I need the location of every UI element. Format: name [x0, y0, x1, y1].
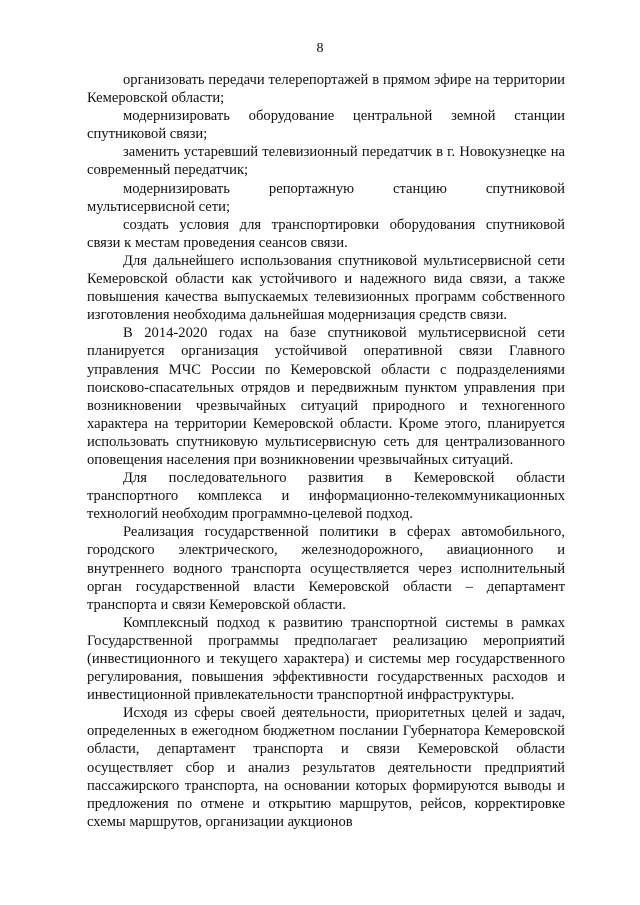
document-body [87, 71, 565, 831]
paragraph-department-activity: Исходя из сферы своей деятельности, приоритетных целей и задач, определенных в ежегодном бюджетном послании Губернатора Кемеровской области, департамент транспорта и связи Кемеровской области осуществляет сбор и анализ результатов деятельности предприятий пассажирского транспорта, на основании которых формируются выводы и предложения по отмене и открытию маршрутов, рейсов, корректировке схемы маршрутов, организации аукционов [87, 705, 565, 830]
page-number: 8 [316, 41, 324, 56]
paragraph-reporting-station: модернизировать репортажную станцию спутниковой мультисервисной сети; [87, 180, 565, 215]
paragraph-complex-approach: Комплексный подход к развитию транспортной системы в рамках Государственной программы предполагает реализацию мероприятий (инвестиционного и текущего характера) и системы мер государственного регулирования, повышения эффективности государственных расходов и инвестиционной привлекательности транспортной инфраструктуры. [87, 614, 565, 704]
paragraph-further-use: Для дальнейшего использования спутниковой мультисервисной сети Кемеровской области как устойчивого и надежного вида связи, а также повышения качества выпускаемых телевизионных программ собственного изготовления необходима дальнейшая модернизация средств связи. [87, 252, 565, 324]
paragraph-transmitter: заменить устаревший телевизионный передатчик в г. Новокузнецке на современный передатчик; [87, 144, 565, 179]
paragraph-program-approach: Для последовательного развития в Кемеровской области транспортного комплекса и информационно-телекоммуникационных технологий необходим программно-целевой подход. [87, 470, 565, 523]
paragraph-emergency-communication: В 2014-2020 годах на базе спутниковой мультисервисной сети планируется организация устойчивой оперативной связи Главного управления МЧС России по Кемеровской области с подразделениями поисково-спасательных отрядов и передвижным пунктом управления при возникновении чрезвычайных ситуаций природного и техногенного характера на территории Кемеровской области. Кроме этого, планируется использовать спутниковую мультисервисную сеть для централизованного оповещения населения при возникновении чрезвычайных ситуаций. [87, 325, 565, 468]
paragraph-state-policy: Реализация государственной политики в сферах автомобильного, городского электрического, железнодорожного, авиационного и внутреннего водного транспорта осуществляется через исполнительный орган государственной власти Кемеровской области – департамент транспорта и связи Кемеровской области. [87, 524, 565, 613]
paragraph-transport-conditions: создать условия для транспортировки оборудования спутниковой связи к местам проведения сеансов связи. [87, 216, 565, 251]
paragraph-ground-station: модернизировать оборудование центральной земной станции спутниковой связи; [87, 108, 565, 143]
paragraph-broadcast-live: организовать передачи телерепортажей в прямом эфире на территории Кемеровской области; [87, 72, 565, 107]
